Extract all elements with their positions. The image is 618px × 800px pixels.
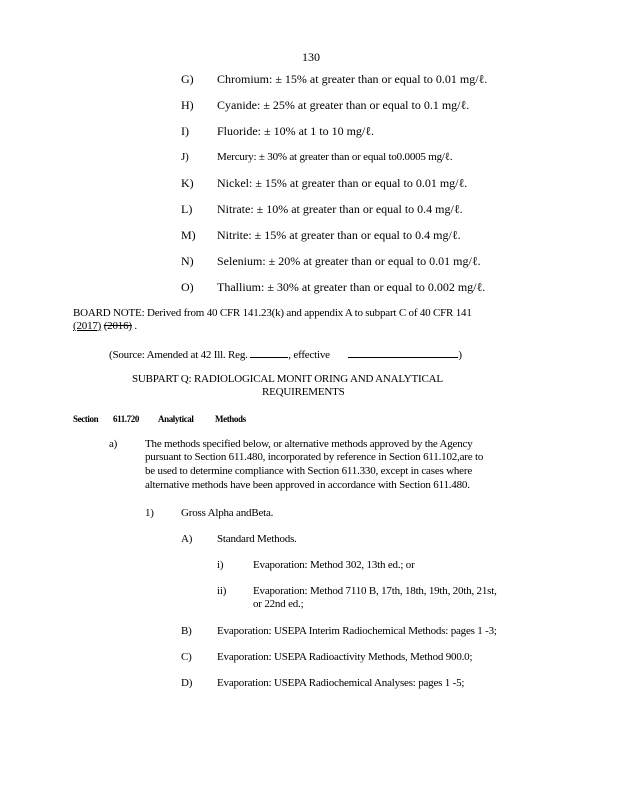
- source-line: [109, 347, 462, 362]
- page-number: 130: [302, 50, 320, 64]
- source-reg-blank: [250, 347, 288, 358]
- list-label-k: K): [181, 176, 194, 190]
- source-end: ): [458, 349, 462, 361]
- board-note-line1: BOARD NOTE: Derived from 40 CFR 141.23(k) and appendix A to subpart C of 40 CFR 141: [73, 307, 472, 319]
- item-d-text: Evaporation: USEPA Radiochemical Analyses: pages 1 -5;: [217, 677, 465, 689]
- item-i-text: Evaporation: Method 302, 13th ed.; or: [253, 559, 415, 571]
- list-label-o: O): [181, 280, 194, 294]
- section-title-part2: Methods: [215, 414, 246, 424]
- item-a-text: Standard Methods.: [217, 533, 297, 545]
- item-b-text: Evaporation: USEPA Interim Radiochemical Methods: pages 1 -3;: [217, 625, 497, 637]
- para-a-line2: pursuant to Section 611.480, incorporated by reference in Section 611.102,are to: [145, 451, 484, 463]
- list-item-selenium: Selenium: ± 20% at greater than or equal to 0.01 mg/ℓ.: [217, 254, 481, 268]
- list-label-l: L): [181, 202, 193, 216]
- section-title-part1: Analytical: [158, 414, 194, 424]
- section-label: Section: [73, 414, 99, 424]
- para-a-line4: alternative methods have been approved in accordance with Section 611.480.: [145, 479, 470, 491]
- item-d-label: D): [181, 677, 193, 689]
- item-ii-line1: Evaporation: Method 7110 B, 17th, 18th, 19th, 20th, 21st,: [253, 585, 497, 597]
- item-ii-label: ii): [217, 585, 227, 597]
- list-label-h: H): [181, 98, 194, 112]
- list-item-nickel: Nickel: ± 15% at greater than or equal to 0.01 mg/ℓ.: [217, 176, 468, 190]
- list-item-mercury: Mercury: ± 30% at greater than or equal to0.0005 mg/ℓ.: [217, 151, 453, 163]
- para-a-line3: be used to determine compliance with Section 611.330, except in cases where: [145, 465, 473, 477]
- para-a-line1: The methods specified below, or alternative methods approved by the Agency: [145, 438, 473, 450]
- item-i-label: i): [217, 559, 224, 571]
- list-label-i: I): [181, 124, 189, 138]
- source-effective-blank: [348, 347, 458, 358]
- item-c-text: Evaporation: USEPA Radioactivity Methods, Method 900.0;: [217, 651, 473, 663]
- list-item-fluoride: Fluoride: ± 10% at 1 to 10 mg/ℓ.: [217, 124, 374, 138]
- list-item-chromium: Chromium: ± 15% at greater than or equal to 0.01 mg/ℓ.: [217, 72, 488, 86]
- list-item-nitrate: Nitrate: ± 10% at greater than or equal to 0.4 mg/ℓ.: [217, 202, 463, 216]
- list-label-g: G): [181, 72, 194, 86]
- item-1-text: Gross Alpha andBeta.: [181, 507, 274, 519]
- board-note-added-year: (2017): [73, 320, 102, 332]
- item-1-label: 1): [145, 507, 154, 519]
- item-ii-line2: or 22nd ed.;: [253, 598, 304, 610]
- board-note-line2: [73, 320, 137, 333]
- list-label-m: M): [181, 228, 196, 242]
- item-a-label: A): [181, 533, 193, 545]
- board-note-end: .: [131, 320, 137, 332]
- section-number: 611.720: [113, 414, 139, 424]
- subpart-heading-line2: REQUIREMENTS: [262, 386, 345, 398]
- list-label-j: J): [181, 151, 189, 163]
- list-item-nitrite: Nitrite: ± 15% at greater than or equal to 0.4 mg/ℓ.: [217, 228, 461, 242]
- source-mid: , effective: [288, 349, 330, 361]
- subpart-heading: SUBPART Q: RADIOLOGICAL MONIT ORING AND ANALYTICAL: [132, 373, 443, 385]
- para-a-label: a): [109, 438, 118, 450]
- list-item-cyanide: Cyanide: ± 25% at greater than or equal to 0.1 mg/ℓ.: [217, 98, 470, 112]
- item-b-label: B): [181, 625, 192, 637]
- source-prefix: (Source: Amended at 42 Ill. Reg.: [109, 349, 248, 361]
- list-label-n: N): [181, 254, 194, 268]
- item-c-label: C): [181, 651, 192, 663]
- list-item-thallium: Thallium: ± 30% at greater than or equal to 0.002 mg/ℓ.: [217, 280, 486, 294]
- board-note-deleted-year: (2016): [103, 320, 132, 332]
